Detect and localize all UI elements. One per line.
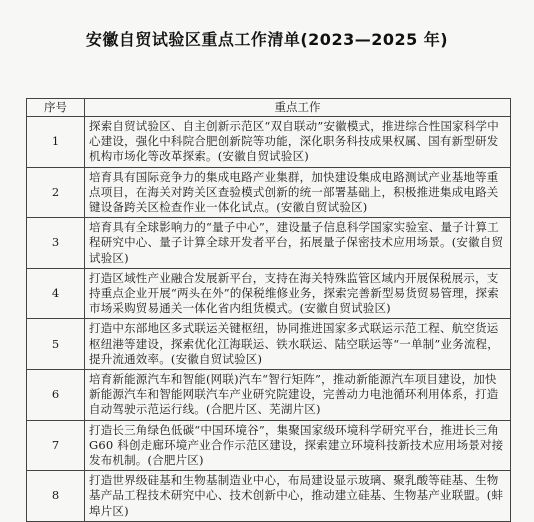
row-content: 打造区域性产业融合发展新平台，支持在海关特殊监管区域内开展保税展示，支持重点企业开展“两头在外”的保税维修业务，探索完善新型易货贸易管理，探索市场采购贸易通关一体化省内组货模式。(安徽自贸试验区) — [85, 268, 511, 319]
table-row — [27, 268, 511, 319]
row-content: 培育具有国际竞争力的集成电路产业集群，加快建设集成电路测试产业基地等重点项目，在海关对跨关区查验模式创新的统一部署基础上，积极推进集成电路关键设备跨关区检查作业一体化试点。(安徽自贸试验区) — [85, 167, 511, 218]
table-row — [27, 319, 511, 370]
row-content: 打造中东部地区多式联运关键枢纽，协同推进国家多式联运示范工程、航空货运枢纽港等建设，探索优化江海联运、铁水联运、陆空联运等“一单制”业务流程，提升流通效率。(安徽自贸试验区) — [85, 319, 511, 370]
row-number: 6 — [27, 370, 85, 421]
work-list-table — [26, 98, 511, 522]
table-row — [27, 370, 511, 421]
row-number: 1 — [27, 117, 85, 168]
row-content: 探索自贸试验区、自主创新示范区“双自联动”安徽模式，推进综合性国家科学中心建设，强化中科院合肥创新院等功能，深化职务科技成果权属、国有新型研发机构市场化等改革探索。(安徽自贸试验区) — [85, 117, 511, 168]
row-content: 打造世界级硅基和生物基制造业中心，布局建设显示玻璃、聚乳酸等硅基、生物基产品工程技术研究中心、技术创新中心，推动建立硅基、生物基产业联盟。(蚌埠片区) — [85, 471, 511, 522]
table-row — [27, 420, 511, 471]
document-title: 安徽自贸试验区重点工作清单(2023—2025 年) — [85, 30, 449, 49]
table-row — [27, 167, 511, 218]
row-number: 7 — [27, 420, 85, 471]
row-number: 8 — [27, 471, 85, 522]
row-number: 2 — [27, 167, 85, 218]
row-number: 5 — [27, 319, 85, 370]
table-row — [27, 471, 511, 522]
row-content: 培育新能源汽车和智能(网联)汽车“智行矩阵”，推动新能源汽车项目建设，加快新能源汽车和智能网联汽车产业研究院建设，完善动力电池循环利用体系，打造自动驾驶示范运行线。(合肥片区、芜湖片区) — [85, 370, 511, 421]
header-number: 序号 — [27, 99, 85, 117]
row-content: 培育具有全球影响力的“量子中心”，建设量子信息科学国家实验室、量子计算工程研究中心、量子计算全球开发者平台，拓展量子保密技术应用场景。(安徽自贸试验区) — [85, 218, 511, 269]
table-header-row — [27, 99, 511, 117]
header-key-work: 重点工作 — [85, 99, 511, 117]
row-number: 3 — [27, 218, 85, 269]
row-content: 打造长三角绿色低碳“中国环境谷”，集聚国家级环境科学研究平台，推进长三角 G60 科创走廊环境产业合作示范区建设，探索建立环境科技新技术应用场景对接发布机制。(合肥片区) — [85, 420, 511, 471]
table-row — [27, 117, 511, 168]
table-row — [27, 218, 511, 269]
row-number: 4 — [27, 268, 85, 319]
